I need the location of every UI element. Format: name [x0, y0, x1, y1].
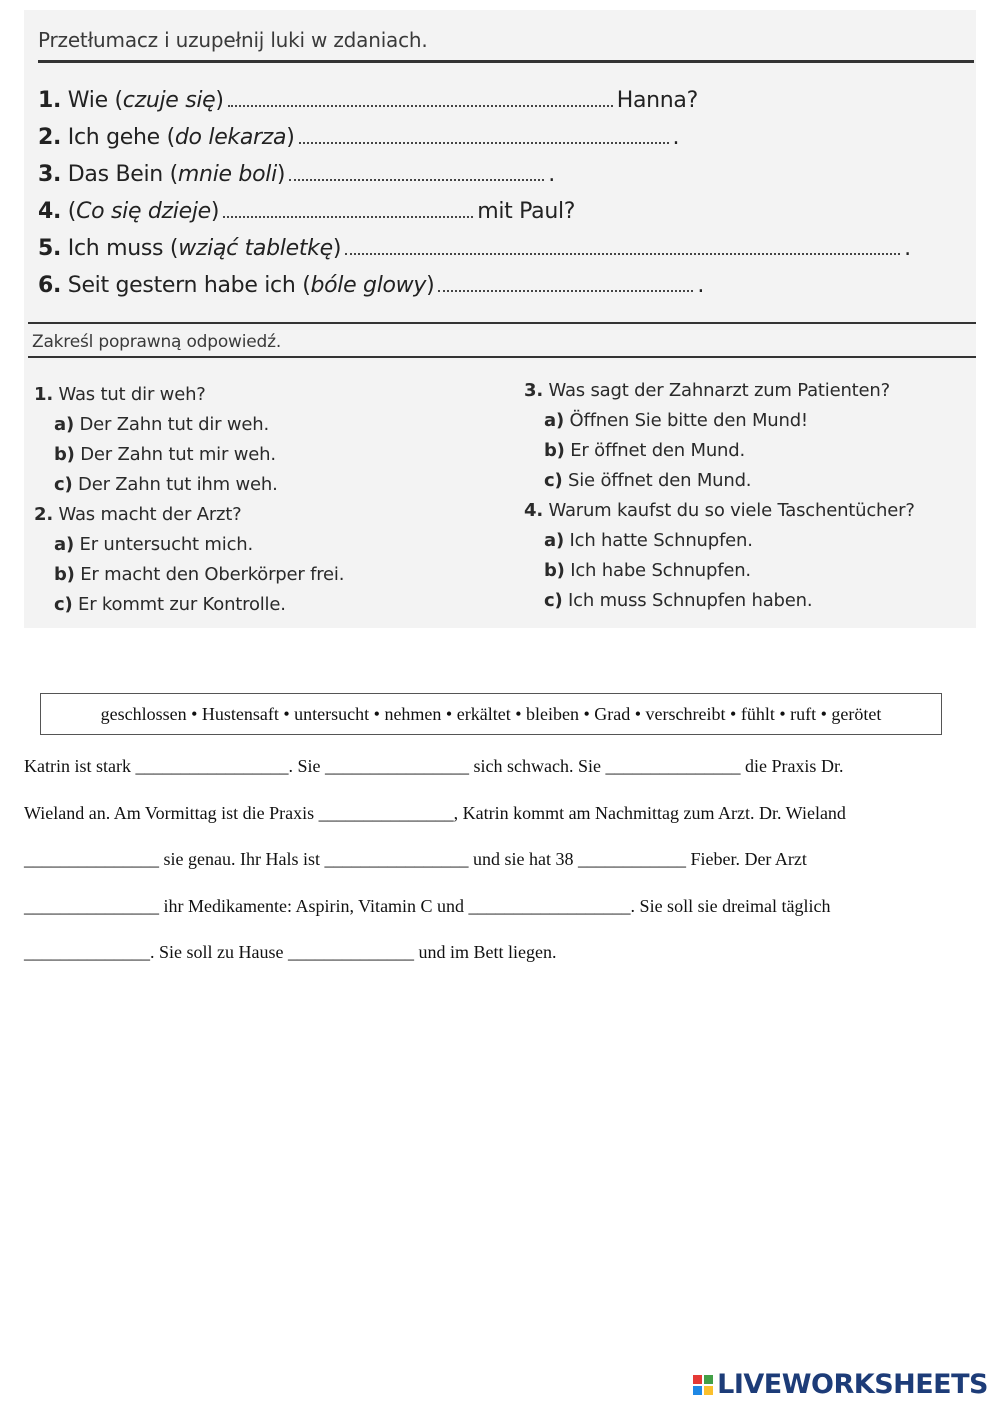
- section2-title: Zakreśl poprawną odpowiedź.: [32, 332, 282, 352]
- answer-option[interactable]: c) Sie öffnet den Mund.: [544, 470, 752, 491]
- translation-task: [38, 88, 938, 310]
- text-line: Wieland an. Am Vormittag ist die Praxis _______________, Katrin kommt am Nachmittag zum Arzt. Dr. Wieland: [24, 802, 846, 823]
- liveworksheets-logo[interactable]: [693, 1369, 988, 1400]
- list-item: 1. Wie (czuje się) Hanna?: [38, 88, 698, 113]
- question: 3. Was sagt der Zahnarzt zum Patienten?: [524, 380, 890, 401]
- blank-line[interactable]: [228, 101, 613, 107]
- blank-line[interactable]: [299, 138, 669, 144]
- divider: [28, 322, 976, 324]
- list-item: 2. Ich gehe (do lekarza) .: [38, 125, 680, 150]
- question: 2. Was macht der Arzt?: [34, 504, 242, 525]
- divider: [38, 60, 974, 63]
- list-item: 4. (Co się dzieje) mit Paul?: [38, 199, 576, 224]
- divider: [28, 356, 976, 358]
- answer-option[interactable]: c) Ich muss Schnupfen haben.: [544, 590, 813, 611]
- section1-title: Przetłumacz i uzupełnij luki w zdaniach.: [38, 28, 428, 52]
- text-line: ______________. Sie soll zu Hause ______________ und im Bett liegen.: [24, 942, 557, 962]
- questions-right-column: [524, 380, 915, 620]
- answer-option[interactable]: c) Er kommt zur Kontrolle.: [54, 594, 286, 615]
- answer-option[interactable]: a) Öffnen Sie bitte den Mund!: [544, 410, 808, 431]
- answer-option[interactable]: b) Ich habe Schnupfen.: [544, 560, 751, 581]
- answer-option[interactable]: a) Ich hatte Schnupfen.: [544, 530, 753, 551]
- blank-line[interactable]: [345, 249, 900, 255]
- logo-square: [704, 1375, 713, 1384]
- logo-square: [693, 1386, 702, 1395]
- logo-squares-icon: [693, 1375, 713, 1395]
- list-item: 3. Das Bein (mnie boli) .: [38, 162, 555, 187]
- answer-option[interactable]: b) Er macht den Oberkörper frei.: [54, 564, 345, 585]
- text-line: Katrin ist stark _________________. Sie ________________ sich schwach. Sie _______________ die Praxis Dr.: [24, 756, 844, 776]
- answer-option[interactable]: a) Der Zahn tut dir weh.: [54, 414, 269, 435]
- logo-square: [704, 1386, 713, 1395]
- word-bank: geschlossen • Hustensaft • untersucht • nehmen • erkältet • bleiben • Grad • verschreibt • fühlt • ruft • gerötet: [40, 693, 942, 735]
- questions-left-column: [34, 384, 344, 624]
- cloze-text: [24, 756, 974, 989]
- list-item: 6. Seit gestern habe ich (bóle glowy) .: [38, 273, 705, 298]
- blank-line[interactable]: [438, 286, 693, 292]
- answer-option[interactable]: b) Er öffnet den Mund.: [544, 440, 746, 461]
- blank-line[interactable]: [289, 175, 544, 181]
- answer-option[interactable]: c) Der Zahn tut ihm weh.: [54, 474, 278, 495]
- list-item: 5. Ich muss (wziąć tabletkę) .: [38, 236, 911, 261]
- logo-text: LIVEWORKSHEETS: [717, 1369, 988, 1400]
- text-line: _______________ sie genau. Ihr Hals ist ________________ und sie hat 38 ____________ Fieber. Der Arzt: [24, 849, 807, 869]
- text-line: _______________ ihr Medikamente: Aspirin, Vitamin C und __________________. Sie soll sie dreimal täglich: [24, 895, 831, 916]
- question: 4. Warum kaufst du so viele Taschentücher?: [524, 500, 915, 521]
- answer-option[interactable]: a) Er untersucht mich.: [54, 534, 253, 555]
- question: 1. Was tut dir weh?: [34, 384, 206, 405]
- logo-square: [693, 1375, 702, 1384]
- answer-option[interactable]: b) Der Zahn tut mir weh.: [54, 444, 276, 465]
- blank-line[interactable]: [223, 212, 473, 218]
